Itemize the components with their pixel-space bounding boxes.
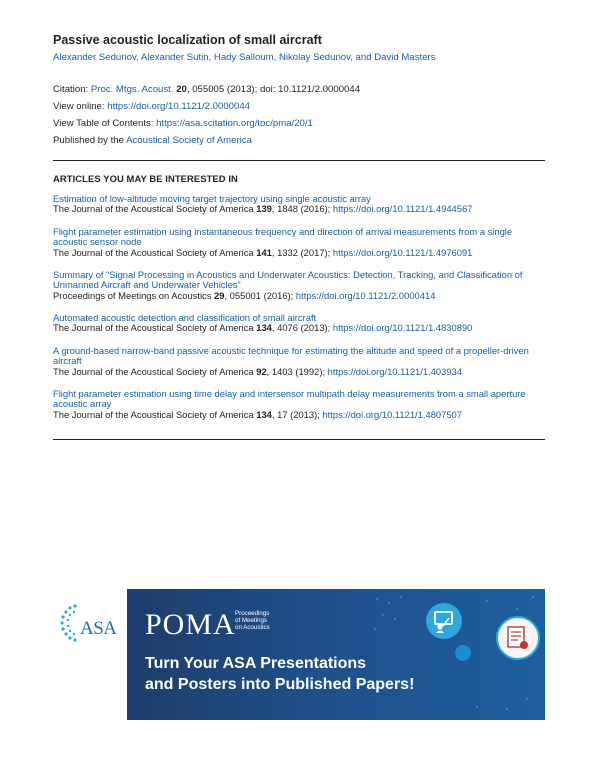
divider-bottom bbox=[53, 439, 545, 440]
citation-rest: , 055005 (2013); doi: 10.1121/2.0000044 bbox=[186, 84, 361, 95]
related-article bbox=[53, 346, 547, 377]
poma-subtitle bbox=[235, 610, 270, 631]
citation-prefix: Citation: bbox=[53, 84, 91, 95]
source-doi-link[interactable]: https://doi.org/10.1121/2.0000414 bbox=[295, 289, 436, 301]
source-journal: The Journal of the Acoustical Society of America bbox=[53, 203, 257, 215]
source-journal: The Journal of the Acoustical Society of America bbox=[53, 246, 257, 258]
related-article-title-link[interactable]: Flight parameter estimation using instantaneous frequency and direction of arrival measurements from a single acoustic sensor node bbox=[53, 226, 513, 248]
divider-top bbox=[53, 160, 545, 161]
source-journal: The Journal of the Acoustical Society of America bbox=[53, 408, 257, 420]
related-article-title-link[interactable]: Estimation of low-altitude moving target trajectory using single acoustic array bbox=[53, 193, 371, 204]
related-article-source bbox=[53, 367, 547, 377]
source-journal: Proceedings of Meetings on Acoustics bbox=[53, 289, 215, 301]
related-article-source bbox=[53, 204, 547, 214]
presenter-icon bbox=[426, 603, 462, 639]
source-volume: 141 bbox=[256, 246, 272, 258]
view-online-link[interactable]: https://doi.org/10.1121/2.0000044 bbox=[107, 101, 251, 112]
source-volume: 92 bbox=[256, 365, 267, 377]
paper-title: Passive acoustic localization of small aircraft bbox=[53, 33, 322, 47]
source-volume: 134 bbox=[256, 408, 272, 420]
banner-headline-line1: Turn Your ASA Presentations bbox=[145, 655, 367, 672]
source-journal: The Journal of the Acoustical Society of America bbox=[53, 322, 257, 334]
banner-headline-line2: and Posters into Published Papers! bbox=[145, 676, 415, 693]
source-details: , 1403 (1992); bbox=[266, 365, 328, 377]
publisher-link[interactable]: Acoustical Society of America bbox=[126, 135, 252, 146]
author-list-link[interactable]: Alexander Sedunov, Alexander Sutin, Hady Salloum, Nikolay Sedunov, and David Masters bbox=[53, 52, 436, 63]
related-article-source bbox=[53, 323, 547, 333]
related-article bbox=[53, 227, 547, 258]
view-online-line bbox=[53, 101, 250, 112]
related-article-title-link[interactable]: Automated acoustic detection and classification of small aircraft bbox=[53, 312, 317, 323]
source-doi-link[interactable]: https://doi.org/10.1121/1.4944567 bbox=[332, 203, 473, 215]
source-doi-link[interactable]: https://doi.org/10.1121/1.403934 bbox=[327, 365, 462, 377]
citation-volume: 20 bbox=[176, 84, 187, 95]
related-article-title-link[interactable]: Flight parameter estimation using time delay and intersensor multipath delay measurements from a small aperture acoustic array bbox=[53, 388, 526, 410]
source-doi-link[interactable]: https://doi.org/10.1121/1.4830890 bbox=[332, 322, 473, 334]
certificate-icon bbox=[496, 616, 540, 660]
asa-logo-text: ASA bbox=[80, 618, 117, 639]
source-volume: 134 bbox=[256, 322, 272, 334]
poma-logo-text: POMA bbox=[145, 608, 236, 641]
published-by-line bbox=[53, 135, 252, 146]
poma-subtitle-line: of Meetings bbox=[235, 617, 267, 624]
related-article bbox=[53, 270, 547, 301]
poma-banner[interactable] bbox=[127, 589, 545, 720]
source-doi-link[interactable]: https://doi.org/10.1121/1.4976091 bbox=[332, 246, 473, 258]
related-article bbox=[53, 194, 547, 215]
source-details: , 4076 (2013); bbox=[271, 322, 333, 334]
source-volume: 29 bbox=[214, 289, 225, 301]
view-toc-prefix: View Table of Contents: bbox=[53, 118, 157, 129]
source-volume: 139 bbox=[256, 203, 272, 215]
related-article-source bbox=[53, 410, 547, 420]
source-details: , 17 (2013); bbox=[271, 408, 323, 420]
poma-subtitle-line: Proceedings bbox=[235, 610, 270, 617]
source-doi-link[interactable]: https://doi.org/10.1121/1.4807507 bbox=[322, 408, 462, 420]
view-toc-link[interactable]: https://asa.scitation.org/toc/pma/20/1 bbox=[156, 118, 313, 129]
related-article bbox=[53, 313, 547, 334]
accent-circle-icon bbox=[455, 645, 471, 661]
source-details: , 1848 (2016); bbox=[271, 203, 333, 215]
source-details: , 1332 (2017); bbox=[271, 246, 333, 258]
related-article-title-link[interactable]: Summary of “Signal Processing in Acoustics and Underwater Acoustics: Detection, Tracking, and Classification of Unmanned Aircraft and Underwater Vehicles” bbox=[53, 269, 523, 291]
journal-link[interactable]: Proc. Mtgs. Acoust. bbox=[90, 84, 174, 95]
related-article-source bbox=[53, 291, 547, 301]
related-article-title-link[interactable]: A ground-based narrow-band passive acoustic technique for estimating the altitude and speed of a propeller-driven aircraft bbox=[53, 345, 529, 367]
poma-subtitle-line: on Acoustics bbox=[235, 624, 270, 631]
related-article bbox=[53, 389, 547, 420]
source-details: , 055001 (2016); bbox=[224, 289, 296, 301]
section-heading: ARTICLES YOU MAY BE INTERESTED IN bbox=[53, 173, 238, 184]
citation-line bbox=[53, 84, 360, 95]
related-article-source bbox=[53, 248, 547, 258]
view-toc-line bbox=[53, 118, 313, 129]
source-journal: The Journal of the Acoustical Society of America bbox=[53, 365, 257, 377]
view-online-prefix: View online: bbox=[53, 101, 108, 112]
published-by-prefix: Published by the bbox=[53, 135, 127, 146]
